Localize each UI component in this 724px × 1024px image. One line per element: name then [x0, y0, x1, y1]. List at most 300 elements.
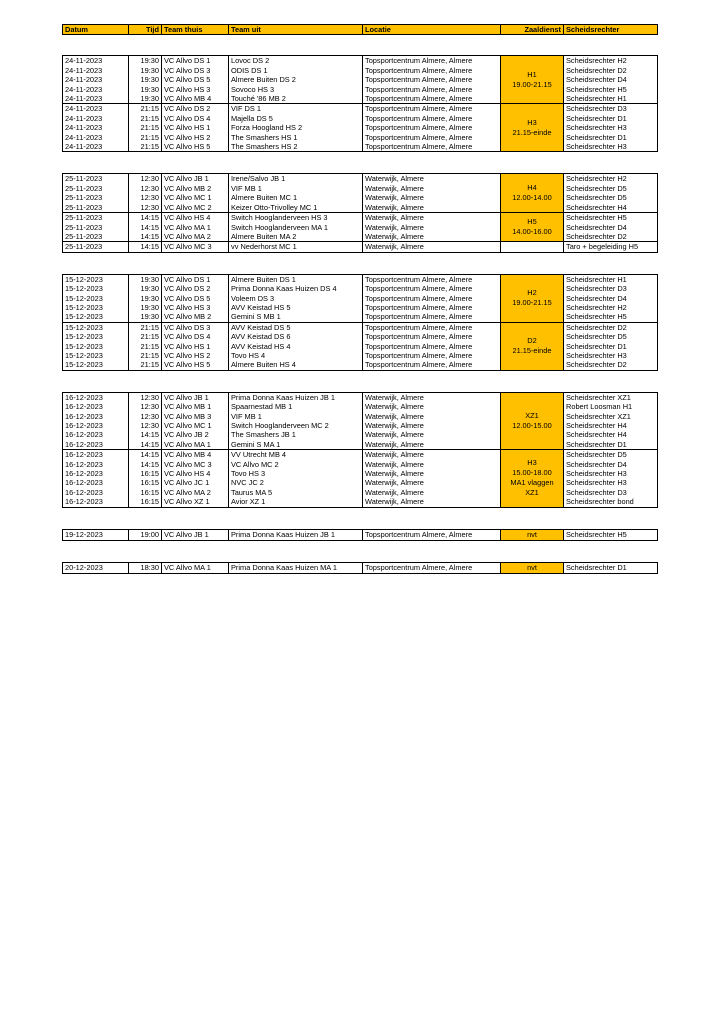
time-cell: 19:30 [129, 56, 162, 66]
date-cell: 25-11-2023 [63, 184, 129, 193]
zaaldienst-line: XZ1 [525, 488, 539, 498]
time-cell: 21:15 [129, 351, 162, 360]
zaaldienst-line: D2 [527, 336, 537, 346]
time-cell: 19:30 [129, 85, 162, 94]
away-team-cell: Almere Buiten HS 4 [229, 360, 363, 370]
away-team-cell: Touché '86 MB 2 [229, 94, 363, 104]
date-cell: 25-11-2023 [63, 232, 129, 242]
home-team-cell: VC Allvo MB 3 [162, 412, 229, 421]
match-row [63, 303, 658, 312]
date-cell: 25-11-2023 [63, 213, 129, 223]
time-cell: 19:30 [129, 75, 162, 84]
location-cell: Waterwijk, Almere [363, 430, 501, 439]
time-cell: 14:15 [129, 430, 162, 439]
match-row [63, 123, 658, 132]
zaaldienst-line: nvt [527, 529, 537, 539]
location-cell: Topsportcentrum Almere, Almere [363, 274, 501, 284]
home-team-cell: VC Allvo DS 3 [162, 66, 229, 75]
header-scheidsrechter: Scheidsrechter [564, 25, 658, 35]
away-team-cell: ODIS DS 1 [229, 66, 363, 75]
zaaldienst-line: 19.00-21.15 [512, 79, 552, 89]
time-cell: 12:30 [129, 421, 162, 430]
time-cell: 21:15 [129, 342, 162, 351]
zaaldienst-cell [501, 322, 564, 370]
date-cell: 24-11-2023 [63, 104, 129, 114]
match-day-block [62, 392, 658, 508]
referee-cell: Scheidsrechter D1 [564, 133, 658, 142]
time-cell: 16:15 [129, 478, 162, 487]
location-cell: Waterwijk, Almere [363, 392, 501, 402]
home-team-cell: VC Allvo MC 1 [162, 421, 229, 430]
schedule-sheet [62, 24, 657, 574]
referee-cell: Scheidsrechter D3 [564, 488, 658, 497]
date-cell: 24-11-2023 [63, 142, 129, 152]
match-row [63, 274, 658, 284]
match-day-block [62, 529, 658, 541]
away-team-cell: Prima Donna Kaas Huizen MA 1 [229, 562, 363, 573]
location-cell: Topsportcentrum Almere, Almere [363, 114, 501, 123]
referee-cell: Scheidsrechter H2 [564, 174, 658, 184]
time-cell: 12:30 [129, 402, 162, 411]
location-cell: Topsportcentrum Almere, Almere [363, 123, 501, 132]
location-cell: Waterwijk, Almere [363, 478, 501, 487]
location-cell: Waterwijk, Almere [363, 203, 501, 213]
location-cell: Topsportcentrum Almere, Almere [363, 303, 501, 312]
referee-cell: Scheidsrechter D2 [564, 322, 658, 332]
away-team-cell: VIF DS 1 [229, 104, 363, 114]
home-team-cell: VC Allvo MA 1 [162, 223, 229, 232]
location-cell: Topsportcentrum Almere, Almere [363, 529, 501, 540]
referee-cell: Scheidsrechter H4 [564, 430, 658, 439]
location-cell: Waterwijk, Almere [363, 460, 501, 469]
home-team-cell: VC Allvo MB 4 [162, 450, 229, 460]
away-team-cell: Prima Donna Kaas Huizen JB 1 [229, 529, 363, 540]
home-team-cell: VC Allvo DS 2 [162, 284, 229, 293]
away-team-cell: AVV Keistad DS 5 [229, 322, 363, 332]
match-row [63, 114, 658, 123]
referee-cell: Scheidsrechter bond [564, 497, 658, 507]
home-team-cell: VC Allvo XZ 1 [162, 497, 229, 507]
home-team-cell: VC Allvo JC 1 [162, 478, 229, 487]
match-row [63, 332, 658, 341]
date-cell: 15-12-2023 [63, 322, 129, 332]
match-row [63, 392, 658, 402]
match-row [63, 203, 658, 213]
date-cell: 24-11-2023 [63, 56, 129, 66]
away-team-cell: Switch Hooglanderveen HS 3 [229, 213, 363, 223]
home-team-cell: VC Allvo HS 2 [162, 133, 229, 142]
away-team-cell: AVV Keistad DS 6 [229, 332, 363, 341]
referee-cell: Scheidsrechter H5 [564, 529, 658, 540]
zaaldienst-line: 21.15-einde [512, 127, 552, 137]
away-team-cell: VIF MB 1 [229, 184, 363, 193]
date-cell: 15-12-2023 [63, 351, 129, 360]
referee-cell: Scheidsrechter D1 [564, 114, 658, 123]
match-row [63, 142, 658, 152]
zaaldienst-line: nvt [527, 562, 537, 572]
header-row-table [62, 24, 658, 35]
time-cell: 19:30 [129, 66, 162, 75]
date-cell: 15-12-2023 [63, 303, 129, 312]
referee-cell: Scheidsrechter D5 [564, 450, 658, 460]
location-cell: Topsportcentrum Almere, Almere [363, 562, 501, 573]
referee-cell: Scheidsrechter D4 [564, 223, 658, 232]
home-team-cell: VC Allvo JB 1 [162, 392, 229, 402]
date-cell: 16-12-2023 [63, 488, 129, 497]
location-cell: Topsportcentrum Almere, Almere [363, 85, 501, 94]
match-day-block [62, 173, 658, 252]
time-cell: 12:30 [129, 203, 162, 213]
home-team-cell: VC Allvo MC 1 [162, 193, 229, 202]
match-row [63, 488, 658, 497]
header-team-thuis: Team thuis [162, 25, 229, 35]
referee-cell: Scheidsrechter H3 [564, 351, 658, 360]
date-cell: 24-11-2023 [63, 85, 129, 94]
referee-cell: Scheidsrechter D1 [564, 440, 658, 450]
referee-cell: Taro + begeleiding H5 [564, 242, 658, 252]
match-row [63, 294, 658, 303]
referee-cell: Scheidsrechter D5 [564, 184, 658, 193]
time-cell: 14:15 [129, 223, 162, 232]
away-team-cell: Tovo HS 3 [229, 469, 363, 478]
time-cell: 12:30 [129, 392, 162, 402]
match-row [63, 232, 658, 242]
zaaldienst-cell [501, 104, 564, 152]
location-cell: Waterwijk, Almere [363, 174, 501, 184]
referee-cell: Scheidsrechter H3 [564, 469, 658, 478]
header-team-uit: Team uit [229, 25, 363, 35]
match-row [63, 430, 658, 439]
match-row [63, 440, 658, 450]
home-team-cell: VC Allvo MA 2 [162, 232, 229, 242]
match-blocks [62, 55, 657, 573]
away-team-cell: vv Nederhorst MC 1 [229, 242, 363, 252]
date-cell: 16-12-2023 [63, 440, 129, 450]
zaaldienst-cell [501, 392, 564, 449]
away-team-cell: Almere Buiten MC 1 [229, 193, 363, 202]
home-team-cell: VC Allvo DS 1 [162, 56, 229, 66]
location-cell: Waterwijk, Almere [363, 450, 501, 460]
match-row [63, 104, 658, 114]
away-team-cell: Majella DS 5 [229, 114, 363, 123]
location-cell: Waterwijk, Almere [363, 412, 501, 421]
date-cell: 15-12-2023 [63, 294, 129, 303]
away-team-cell: Switch Hooglanderveen MA 1 [229, 223, 363, 232]
location-cell: Topsportcentrum Almere, Almere [363, 56, 501, 66]
location-cell: Topsportcentrum Almere, Almere [363, 75, 501, 84]
referee-cell: Scheidsrechter H5 [564, 85, 658, 94]
time-cell: 12:30 [129, 184, 162, 193]
header-zaaldienst: Zaaldienst [501, 25, 564, 35]
location-cell: Waterwijk, Almere [363, 213, 501, 223]
header-tijd: Tijd [129, 25, 162, 35]
time-cell: 19:00 [129, 529, 162, 540]
date-cell: 15-12-2023 [63, 342, 129, 351]
date-cell: 24-11-2023 [63, 123, 129, 132]
location-cell: Topsportcentrum Almere, Almere [363, 142, 501, 152]
zaaldienst-line: 19.00-21.15 [512, 298, 552, 308]
time-cell: 12:30 [129, 193, 162, 202]
date-cell: 24-11-2023 [63, 114, 129, 123]
home-team-cell: VC Allvo HS 4 [162, 213, 229, 223]
zaaldienst-cell [501, 529, 564, 540]
time-cell: 21:15 [129, 360, 162, 370]
date-cell: 25-11-2023 [63, 242, 129, 252]
time-cell: 21:15 [129, 133, 162, 142]
location-cell: Topsportcentrum Almere, Almere [363, 351, 501, 360]
away-team-cell: VV Utrecht MB 4 [229, 450, 363, 460]
home-team-cell: VC Allvo MA 1 [162, 440, 229, 450]
location-cell: Topsportcentrum Almere, Almere [363, 133, 501, 142]
zaaldienst-line: H4 [527, 183, 537, 193]
match-row [63, 213, 658, 223]
away-team-cell: Keizer Otto-Trivolley MC 1 [229, 203, 363, 213]
match-row [63, 223, 658, 232]
home-team-cell: VC Allvo DS 4 [162, 332, 229, 341]
home-team-cell: VC Allvo HS 4 [162, 469, 229, 478]
date-cell: 16-12-2023 [63, 430, 129, 439]
match-row [63, 421, 658, 430]
match-row [63, 460, 658, 469]
away-team-cell: Switch Hooglanderveen MC 2 [229, 421, 363, 430]
match-row [63, 94, 658, 104]
zaaldienst-line: 15.00-18.00 [512, 468, 552, 478]
time-cell: 12:30 [129, 412, 162, 421]
date-cell: 15-12-2023 [63, 332, 129, 341]
time-cell: 16:15 [129, 469, 162, 478]
match-row [63, 284, 658, 293]
time-cell: 21:15 [129, 114, 162, 123]
time-cell: 14:15 [129, 213, 162, 223]
home-team-cell: VC Allvo MA 2 [162, 488, 229, 497]
location-cell: Waterwijk, Almere [363, 488, 501, 497]
zaaldienst-line: XZ1 [525, 411, 539, 420]
referee-cell: Scheidsrechter H1 [564, 94, 658, 104]
away-team-cell: Almere Buiten DS 2 [229, 75, 363, 84]
match-day-block [62, 55, 658, 152]
home-team-cell: VC Allvo HS 3 [162, 303, 229, 312]
location-cell: Waterwijk, Almere [363, 232, 501, 242]
away-team-cell: AVV Keistad HS 4 [229, 342, 363, 351]
home-team-cell: VC Allvo JB 1 [162, 529, 229, 540]
referee-cell: Scheidsrechter H3 [564, 123, 658, 132]
location-cell: Topsportcentrum Almere, Almere [363, 332, 501, 341]
away-team-cell: VIF MB 1 [229, 412, 363, 421]
time-cell: 14:15 [129, 460, 162, 469]
zaaldienst-line: 12.00-14.00 [512, 193, 552, 203]
time-cell: 21:15 [129, 123, 162, 132]
match-row [63, 312, 658, 322]
home-team-cell: VC Allvo HS 5 [162, 360, 229, 370]
location-cell: Waterwijk, Almere [363, 193, 501, 202]
match-row [63, 402, 658, 411]
home-team-cell: VC Allvo MB 1 [162, 402, 229, 411]
date-cell: 25-11-2023 [63, 203, 129, 213]
location-cell: Waterwijk, Almere [363, 421, 501, 430]
date-cell: 15-12-2023 [63, 360, 129, 370]
referee-cell: Scheidsrechter D4 [564, 294, 658, 303]
away-team-cell: Avior XZ 1 [229, 497, 363, 507]
zaaldienst-cell [501, 242, 564, 252]
away-team-cell: Almere Buiten MA 2 [229, 232, 363, 242]
home-team-cell: VC Allvo HS 1 [162, 123, 229, 132]
referee-cell: Scheidsrechter H2 [564, 56, 658, 66]
location-cell: Topsportcentrum Almere, Almere [363, 322, 501, 332]
referee-cell: Scheidsrechter D3 [564, 104, 658, 114]
location-cell: Topsportcentrum Almere, Almere [363, 94, 501, 104]
match-row [63, 412, 658, 421]
date-cell: 16-12-2023 [63, 478, 129, 487]
location-cell: Topsportcentrum Almere, Almere [363, 104, 501, 114]
referee-cell: Scheidsrechter D1 [564, 562, 658, 573]
zaaldienst-line: MA1 vlaggen [510, 478, 554, 488]
home-team-cell: VC Allvo MB 2 [162, 312, 229, 322]
home-team-cell: VC Allvo DS 5 [162, 294, 229, 303]
away-team-cell: Gemini S MB 1 [229, 312, 363, 322]
zaaldienst-cell [501, 174, 564, 213]
referee-cell: Scheidsrechter D1 [564, 342, 658, 351]
away-team-cell: Sovoco HS 3 [229, 85, 363, 94]
match-row [63, 351, 658, 360]
away-team-cell: Lovoc DS 2 [229, 56, 363, 66]
match-row [63, 360, 658, 370]
referee-cell: Scheidsrechter D3 [564, 284, 658, 293]
zaaldienst-cell [501, 213, 564, 242]
time-cell: 21:15 [129, 322, 162, 332]
date-cell: 19-12-2023 [63, 529, 129, 540]
date-cell: 16-12-2023 [63, 469, 129, 478]
referee-cell: Robert Loosman H1 [564, 402, 658, 411]
match-row [63, 242, 658, 252]
time-cell: 19:30 [129, 294, 162, 303]
home-team-cell: VC Allvo DS 5 [162, 75, 229, 84]
date-cell: 24-11-2023 [63, 133, 129, 142]
home-team-cell: VC Allvo HS 1 [162, 342, 229, 351]
match-row [63, 342, 658, 351]
home-team-cell: VC Allvo MC 2 [162, 203, 229, 213]
referee-cell: Scheidsrechter XZ1 [564, 392, 658, 402]
time-cell: 16:15 [129, 497, 162, 507]
home-team-cell: VC Allvo MB 4 [162, 94, 229, 104]
referee-cell: Scheidsrechter H5 [564, 312, 658, 322]
date-cell: 16-12-2023 [63, 421, 129, 430]
date-cell: 16-12-2023 [63, 392, 129, 402]
time-cell: 19:30 [129, 94, 162, 104]
location-cell: Topsportcentrum Almere, Almere [363, 284, 501, 293]
match-row [63, 322, 658, 332]
referee-cell: Scheidsrechter H3 [564, 142, 658, 152]
date-cell: 20-12-2023 [63, 562, 129, 573]
referee-cell: Scheidsrechter D4 [564, 460, 658, 469]
location-cell: Topsportcentrum Almere, Almere [363, 66, 501, 75]
date-cell: 15-12-2023 [63, 312, 129, 322]
match-row [63, 75, 658, 84]
referee-cell: Scheidsrechter D5 [564, 193, 658, 202]
referee-cell: Scheidsrechter D2 [564, 360, 658, 370]
date-cell: 16-12-2023 [63, 402, 129, 411]
away-team-cell: Forza Hoogland HS 2 [229, 123, 363, 132]
home-team-cell: VC Allvo JB 1 [162, 174, 229, 184]
date-cell: 16-12-2023 [63, 450, 129, 460]
time-cell: 19:30 [129, 284, 162, 293]
time-cell: 14:15 [129, 232, 162, 242]
away-team-cell: Almere Buiten DS 1 [229, 274, 363, 284]
date-cell: 25-11-2023 [63, 193, 129, 202]
zaaldienst-cell [501, 274, 564, 322]
date-cell: 15-12-2023 [63, 284, 129, 293]
match-row [63, 497, 658, 507]
location-cell: Waterwijk, Almere [363, 497, 501, 507]
zaaldienst-cell [501, 56, 564, 104]
location-cell: Waterwijk, Almere [363, 184, 501, 193]
date-cell: 16-12-2023 [63, 497, 129, 507]
location-cell: Waterwijk, Almere [363, 469, 501, 478]
away-team-cell: The Smashers HS 2 [229, 142, 363, 152]
location-cell: Waterwijk, Almere [363, 440, 501, 450]
date-cell: 25-11-2023 [63, 174, 129, 184]
away-team-cell: Spaarnestad MB 1 [229, 402, 363, 411]
time-cell: 19:30 [129, 303, 162, 312]
match-row [63, 450, 658, 460]
home-team-cell: VC Allvo MC 3 [162, 242, 229, 252]
home-team-cell: VC Allvo MB 2 [162, 184, 229, 193]
match-row [63, 66, 658, 75]
referee-cell: Scheidsrechter H1 [564, 274, 658, 284]
zaaldienst-cell [501, 562, 564, 573]
time-cell: 16:15 [129, 488, 162, 497]
home-team-cell: VC Allvo DS 4 [162, 114, 229, 123]
zaaldienst-line: 12.00-15.00 [512, 421, 552, 430]
match-row [63, 193, 658, 202]
away-team-cell: Prima Donna Kaas Huizen JB 1 [229, 392, 363, 402]
away-team-cell: NVC JC 2 [229, 478, 363, 487]
away-team-cell: The Smashers HS 1 [229, 133, 363, 142]
match-row [63, 133, 658, 142]
home-team-cell: VC Allvo HS 2 [162, 351, 229, 360]
zaaldienst-line: H3 [527, 458, 537, 468]
away-team-cell: Taurus MA 5 [229, 488, 363, 497]
header-row [63, 25, 658, 35]
location-cell: Topsportcentrum Almere, Almere [363, 342, 501, 351]
referee-cell: Scheidsrechter H5 [564, 213, 658, 223]
time-cell: 14:15 [129, 440, 162, 450]
location-cell: Topsportcentrum Almere, Almere [363, 360, 501, 370]
header-datum: Datum [63, 25, 129, 35]
match-day-block [62, 274, 658, 371]
match-row [63, 184, 658, 193]
zaaldienst-cell [501, 450, 564, 507]
home-team-cell: VC Allvo MC 3 [162, 460, 229, 469]
time-cell: 18:30 [129, 562, 162, 573]
away-team-cell: The Smashers JB 1 [229, 430, 363, 439]
date-cell: 24-11-2023 [63, 66, 129, 75]
away-team-cell: AVV Keistad HS 5 [229, 303, 363, 312]
referee-cell: Scheidsrechter H4 [564, 421, 658, 430]
referee-cell: Scheidsrechter H2 [564, 303, 658, 312]
header-locatie: Locatie [363, 25, 501, 35]
location-cell: Topsportcentrum Almere, Almere [363, 294, 501, 303]
zaaldienst-line: H3 [527, 117, 537, 127]
home-team-cell: VC Allvo DS 2 [162, 104, 229, 114]
location-cell: Waterwijk, Almere [363, 223, 501, 232]
match-row [63, 85, 658, 94]
date-cell: 24-11-2023 [63, 94, 129, 104]
time-cell: 19:30 [129, 312, 162, 322]
time-cell: 21:15 [129, 332, 162, 341]
away-team-cell: Tovo HS 4 [229, 351, 363, 360]
referee-cell: Scheidsrechter D5 [564, 332, 658, 341]
zaaldienst-line: H5 [527, 217, 537, 227]
